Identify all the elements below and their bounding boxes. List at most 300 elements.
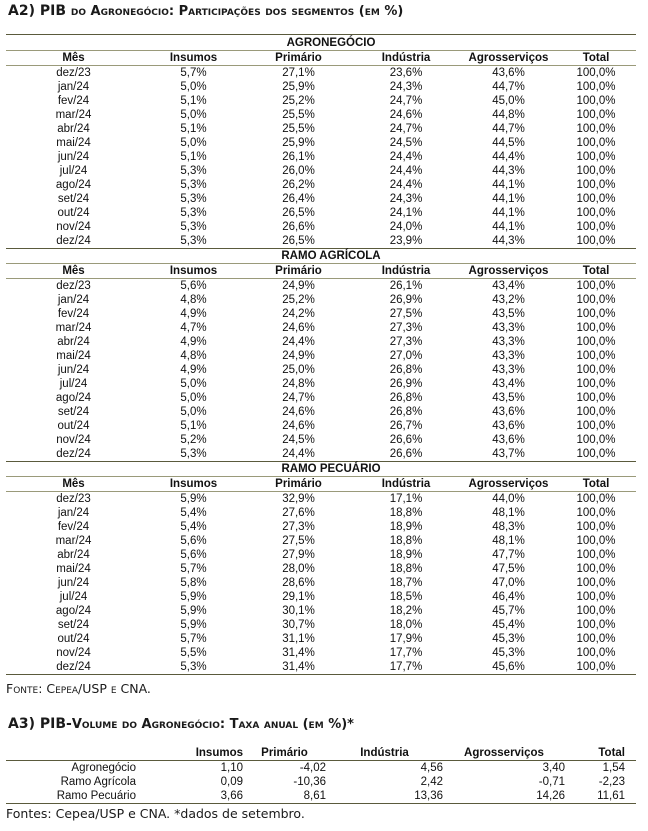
table-cell: 5,5% [180, 647, 207, 659]
table-cell: 24,6% [389, 109, 423, 121]
table-cell: 26,8% [389, 406, 423, 418]
table-cell: 5,0% [180, 378, 207, 390]
table-row [6, 520, 636, 534]
table-cell: 5,3% [180, 193, 207, 205]
table-cell: 5,6% [180, 535, 207, 547]
column-header-col-primary: Primário [275, 52, 322, 64]
table-cell: 44,3% [492, 235, 525, 247]
table-cell: 100,0% [576, 521, 616, 533]
table-row [6, 234, 636, 249]
table-cell: 100,0% [576, 647, 616, 659]
table-cell: 31,4% [282, 661, 315, 673]
table-cell: 100,0% [576, 137, 616, 149]
column-header-col-total: Total [582, 265, 610, 277]
table-cell: dez/23 [56, 67, 91, 79]
table-a3-title [8, 716, 354, 732]
table-cell: ago/24 [55, 605, 92, 617]
table-a2-title-rest: do Agronegócio: Participações dos segmentos (em %) [70, 4, 404, 19]
table-cell: 4,9% [180, 364, 207, 376]
table-cell: 5,4% [180, 521, 207, 533]
table-cell: -4,02 [299, 762, 326, 774]
table-cell: 5,3% [180, 235, 207, 247]
table-row [6, 447, 636, 462]
table-cell: 100,0% [576, 322, 616, 334]
table-cell: 4,9% [180, 308, 207, 320]
table-cell: -0,71 [538, 776, 565, 788]
table-cell: mar/24 [55, 322, 92, 334]
table-cell: 48,1% [492, 535, 525, 547]
table-row [6, 548, 636, 562]
table-cell: 26,9% [389, 294, 423, 306]
column-header-col-inputs: Insumos [169, 52, 218, 64]
table-cell: 48,3% [492, 521, 525, 533]
table-cell: 23,9% [389, 235, 423, 247]
table-row [6, 206, 636, 220]
table-row [6, 618, 636, 632]
table-cell: 44,1% [492, 179, 525, 191]
table-cell: 5,7% [180, 563, 207, 575]
table-cell: 5,3% [180, 221, 207, 233]
table-cell: 11,61 [597, 790, 625, 802]
table-cell: 28,0% [282, 563, 315, 575]
table-cell: 100,0% [576, 434, 616, 446]
table-a2-source [6, 681, 151, 696]
table-cell: 5,3% [180, 661, 207, 673]
table-cell: 43,3% [492, 336, 525, 348]
table-cell: 100,0% [576, 165, 616, 177]
table-cell: 14,26 [536, 790, 565, 802]
table-row [6, 789, 636, 804]
table-row [6, 363, 636, 377]
table-row [6, 590, 636, 604]
section-heading: RAMO AGRÍCOLA [6, 249, 636, 264]
table-cell: mai/24 [56, 563, 91, 575]
table-cell: 100,0% [576, 336, 616, 348]
column-header-col-industry: Indústria [381, 52, 431, 64]
table-cell: 4,7% [180, 322, 207, 334]
table-cell: 46,4% [492, 591, 525, 603]
table-cell: 2,42 [420, 776, 443, 788]
column-header: Total [598, 747, 625, 759]
table-cell: 45,3% [492, 633, 525, 645]
table-cell: 5,3% [180, 165, 207, 177]
table-cell: jul/24 [59, 378, 88, 390]
column-header: Agrosserviços [464, 747, 544, 759]
table-row [6, 150, 636, 164]
table-cell: 24,9% [282, 280, 315, 292]
table-cell: 30,1% [282, 605, 315, 617]
table-cell: 100,0% [576, 420, 616, 432]
table-cell: 100,0% [576, 493, 616, 505]
table-cell: 100,0% [576, 633, 616, 645]
table-cell: jan/24 [57, 294, 90, 306]
table-cell: 24,5% [282, 434, 315, 446]
table-cell: 24,1% [389, 207, 423, 219]
table-cell: 45,3% [492, 647, 525, 659]
table-cell: 5,9% [180, 591, 207, 603]
table-row [6, 178, 636, 192]
table-cell: 24,3% [389, 81, 423, 93]
table-cell: jun/24 [57, 151, 90, 163]
table-cell: 27,5% [282, 535, 315, 547]
table-cell: 45,6% [492, 661, 525, 673]
table-cell: set/24 [57, 193, 90, 205]
table-row [6, 108, 636, 122]
table-cell: 100,0% [576, 151, 616, 163]
table-cell: mar/24 [55, 535, 92, 547]
column-header-col-inputs: Insumos [169, 478, 218, 490]
table-a2-title [8, 3, 403, 19]
table-cell: 24,0% [389, 221, 423, 233]
table-cell: 100,0% [576, 406, 616, 418]
table-cell: 1,54 [602, 762, 625, 774]
table-cell: 32,9% [282, 493, 315, 505]
table-cell: 0,09 [220, 776, 243, 788]
table-cell: 4,9% [180, 336, 207, 348]
table-cell: 17,9% [389, 633, 423, 645]
table-cell: 27,6% [282, 507, 315, 519]
table-cell: -10,36 [293, 776, 326, 788]
table-cell: 24,4% [389, 179, 423, 191]
table-cell: 27,3% [389, 336, 423, 348]
table-cell: 26,5% [282, 207, 315, 219]
table-cell: 18,8% [389, 563, 423, 575]
table-cell: mai/24 [56, 350, 91, 362]
table-cell: 5,6% [180, 549, 207, 561]
table-cell: 47,7% [492, 549, 525, 561]
table-header-row [6, 264, 636, 279]
table-cell: 100,0% [576, 535, 616, 547]
column-header-col-total: Total [582, 478, 610, 490]
column-header-col-services: Agrosserviços [468, 478, 549, 490]
table-cell: 25,0% [282, 364, 315, 376]
column-header [6, 746, 136, 760]
table-cell: mar/24 [55, 109, 92, 121]
table-cell: jan/24 [57, 81, 90, 93]
table-row [6, 293, 636, 307]
table-cell: Ramo Agrícola [60, 776, 136, 788]
section-heading: RAMO PECUÁRIO [6, 462, 636, 477]
table-cell: 100,0% [576, 280, 616, 292]
table-cell: nov/24 [56, 434, 91, 446]
table-cell: fev/24 [57, 521, 90, 533]
table-cell: 5,3% [180, 448, 207, 460]
table-cell: 5,1% [180, 420, 207, 432]
table-cell: 100,0% [576, 619, 616, 631]
table-cell: 26,6% [282, 221, 315, 233]
table-cell: 18,9% [389, 549, 423, 561]
table-cell: 100,0% [576, 179, 616, 191]
table-cell: 25,9% [282, 81, 315, 93]
table-cell: 44,8% [492, 109, 525, 121]
table-cell: 18,9% [389, 521, 423, 533]
table-cell: 18,5% [389, 591, 423, 603]
table-row [6, 391, 636, 405]
table-cell: 3,66 [220, 790, 243, 802]
table-cell: 30,7% [282, 619, 315, 631]
table-cell: 48,1% [492, 507, 525, 519]
table-cell: nov/24 [56, 221, 91, 233]
column-header-col-month: Mês [62, 478, 85, 490]
column-header-col-industry: Indústria [381, 265, 431, 277]
table-row [6, 775, 636, 789]
table-cell: 27,5% [389, 308, 423, 320]
column-header: Primário [261, 747, 308, 759]
table-cell: 100,0% [576, 448, 616, 460]
table-cell: 5,4% [180, 507, 207, 519]
table-cell: 45,7% [492, 605, 525, 617]
table-cell: abr/24 [57, 336, 90, 348]
table-cell: 1,10 [220, 762, 243, 774]
table-cell: 24,6% [282, 322, 315, 334]
column-header-col-primary: Primário [275, 265, 322, 277]
table-row [6, 433, 636, 447]
table-cell: 26,6% [389, 434, 423, 446]
table-header-row [6, 51, 636, 66]
table-row [6, 632, 636, 646]
table-row [6, 576, 636, 590]
table-cell: 5,0% [180, 109, 207, 121]
table-row [6, 220, 636, 234]
table-header-row [6, 746, 636, 761]
table-cell: 44,1% [492, 221, 525, 233]
table-cell: 18,7% [389, 577, 423, 589]
table-cell: fev/24 [57, 308, 90, 320]
table-row [6, 164, 636, 178]
table-cell: 100,0% [576, 378, 616, 390]
table-cell: out/24 [57, 207, 90, 219]
table-cell: 5,7% [180, 67, 207, 79]
table-cell: 43,3% [492, 364, 525, 376]
table-cell: 24,2% [282, 308, 315, 320]
table-cell: 26,0% [282, 165, 315, 177]
table-cell: 25,5% [282, 123, 315, 135]
table-cell: 4,8% [180, 294, 207, 306]
table-cell: 45,4% [492, 619, 525, 631]
table-cell: 18,2% [389, 605, 423, 617]
table-cell: 5,0% [180, 137, 207, 149]
table-cell: jan/24 [57, 507, 90, 519]
table-cell: 17,1% [389, 493, 423, 505]
table-cell: 44,7% [492, 123, 525, 135]
table-cell: 28,6% [282, 577, 315, 589]
table-a3-source: Fontes: Cepea/USP e CNA. *dados de setembro. [6, 806, 305, 821]
table-cell: dez/24 [56, 661, 91, 673]
table-a2 [6, 36, 636, 675]
table-cell: 13,36 [414, 790, 443, 802]
table-cell: 47,5% [492, 563, 525, 575]
table-cell: 45,0% [492, 95, 525, 107]
table-cell: 5,8% [180, 577, 207, 589]
table-cell: 31,4% [282, 647, 315, 659]
table-cell: 44,0% [492, 493, 525, 505]
table-cell: dez/23 [56, 493, 91, 505]
table-cell: 17,7% [389, 647, 423, 659]
table-cell: 100,0% [576, 95, 616, 107]
table-row [6, 405, 636, 419]
table-cell: jul/24 [59, 591, 88, 603]
table-header-row [6, 477, 636, 492]
table-cell: 43,5% [492, 392, 525, 404]
table-cell: 18,0% [389, 619, 423, 631]
table-cell: 5,9% [180, 605, 207, 617]
table-cell: 24,6% [282, 406, 315, 418]
table-cell: 3,40 [542, 762, 565, 774]
table-cell: 24,7% [389, 95, 423, 107]
table-cell: 5,1% [180, 95, 207, 107]
table-cell: 5,1% [180, 151, 207, 163]
table-row [6, 562, 636, 576]
table-a2-top-rule [6, 34, 636, 35]
table-cell: 43,4% [492, 378, 525, 390]
column-header-col-services: Agrosserviços [468, 265, 549, 277]
table-a2-source-text: Fonte: Cepea/USP e CNA. [6, 681, 151, 696]
column-header: Indústria [360, 747, 409, 759]
table-cell: 44,4% [492, 151, 525, 163]
table-cell: 100,0% [576, 294, 616, 306]
table-cell: 100,0% [576, 207, 616, 219]
table-cell: 5,3% [180, 179, 207, 191]
table-cell: 27,0% [389, 350, 423, 362]
table-cell: abr/24 [57, 549, 90, 561]
table-row [6, 279, 636, 293]
table-cell: 100,0% [576, 308, 616, 320]
table-cell: dez/24 [56, 235, 91, 247]
table-cell: dez/24 [56, 448, 91, 460]
table-cell: Agronegócio [71, 762, 136, 774]
column-header-col-inputs: Insumos [169, 265, 218, 277]
table-cell: 43,3% [492, 350, 525, 362]
table-cell: 26,8% [389, 392, 423, 404]
table-cell: 24,7% [282, 392, 315, 404]
table-cell: 100,0% [576, 81, 616, 93]
table-row [6, 66, 636, 80]
table-cell: 27,3% [282, 521, 315, 533]
table-row [6, 94, 636, 108]
table-cell: 27,1% [282, 67, 315, 79]
table-cell: 100,0% [576, 193, 616, 205]
table-cell: 26,8% [389, 364, 423, 376]
table-cell: 100,0% [576, 577, 616, 589]
table-cell: 43,3% [492, 322, 525, 334]
table-cell: jun/24 [57, 577, 90, 589]
table-cell: set/24 [57, 406, 90, 418]
table-cell: 44,3% [492, 165, 525, 177]
table-cell: 26,7% [389, 420, 423, 432]
table-cell: 5,9% [180, 493, 207, 505]
table-cell: ago/24 [55, 179, 92, 191]
table-cell: 100,0% [576, 392, 616, 404]
table-cell: 29,1% [282, 591, 315, 603]
table-cell: 5,7% [180, 633, 207, 645]
table-cell: jul/24 [59, 165, 88, 177]
table-cell: 26,5% [282, 235, 315, 247]
table-cell: 44,5% [492, 137, 525, 149]
column-header-col-month: Mês [62, 52, 85, 64]
table-cell: 100,0% [576, 123, 616, 135]
table-cell: dez/23 [56, 280, 91, 292]
table-cell: 26,9% [389, 378, 423, 390]
table-cell: 31,1% [282, 633, 315, 645]
table-cell: 17,7% [389, 661, 423, 673]
table-cell: 43,6% [492, 406, 525, 418]
table-cell: 24,6% [282, 420, 315, 432]
table-cell: 24,4% [389, 151, 423, 163]
table-cell: 18,8% [389, 535, 423, 547]
table-cell: 43,4% [492, 280, 525, 292]
table-cell: mai/24 [56, 137, 91, 149]
table-cell: 43,7% [492, 448, 525, 460]
table-cell: 100,0% [576, 591, 616, 603]
table-row [6, 761, 636, 775]
table-cell: 100,0% [576, 67, 616, 79]
table-row [6, 604, 636, 618]
table-cell: 27,9% [282, 549, 315, 561]
column-header-col-services: Agrosserviços [468, 52, 549, 64]
table-cell: 24,5% [389, 137, 423, 149]
table-cell: 100,0% [576, 235, 616, 247]
table-cell: 43,6% [492, 420, 525, 432]
table-cell: 47,0% [492, 577, 525, 589]
table-row [6, 660, 636, 675]
table-row [6, 192, 636, 206]
table-a2-title-prefix: A2) PIB [8, 3, 71, 19]
table-cell: 24,4% [282, 336, 315, 348]
table-cell: 24,3% [389, 193, 423, 205]
table-row [6, 419, 636, 433]
table-cell: out/24 [57, 633, 90, 645]
table-cell: nov/24 [56, 647, 91, 659]
table-cell: 23,6% [389, 67, 423, 79]
table-row [6, 534, 636, 548]
table-cell: ago/24 [55, 392, 92, 404]
table-a3-title-prefix: A3) PIB- [8, 716, 72, 732]
table-cell: 24,7% [389, 123, 423, 135]
table-cell: set/24 [57, 619, 90, 631]
table-row [6, 136, 636, 150]
table-row [6, 307, 636, 321]
table-cell: 5,9% [180, 619, 207, 631]
table-row [6, 506, 636, 520]
table-cell: 100,0% [576, 364, 616, 376]
table-row [6, 492, 636, 506]
table-cell: 4,8% [180, 350, 207, 362]
table-cell: 27,3% [389, 322, 423, 334]
table-cell: 25,9% [282, 137, 315, 149]
table-cell: -2,23 [598, 776, 625, 788]
table-cell: 5,2% [180, 434, 207, 446]
column-header-col-total: Total [582, 52, 610, 64]
table-cell: abr/24 [57, 123, 90, 135]
table-cell: 5,3% [180, 207, 207, 219]
table-cell: 100,0% [576, 109, 616, 121]
table-cell: 5,0% [180, 392, 207, 404]
section-heading: AGRONEGÓCIO [6, 36, 636, 51]
table-cell: 24,4% [282, 448, 315, 460]
table-cell: 100,0% [576, 661, 616, 673]
table-cell: 26,1% [282, 151, 315, 163]
table-cell: 25,2% [282, 95, 315, 107]
column-header-col-primary: Primário [275, 478, 322, 490]
table-cell: Ramo Pecuário [56, 790, 136, 802]
table-row [6, 122, 636, 136]
table-cell: 100,0% [576, 221, 616, 233]
table-cell: out/24 [57, 420, 90, 432]
table-cell: 24,9% [282, 350, 315, 362]
table-cell: 25,5% [282, 109, 315, 121]
table-cell: 5,1% [180, 123, 207, 135]
table-a3 [6, 746, 636, 804]
